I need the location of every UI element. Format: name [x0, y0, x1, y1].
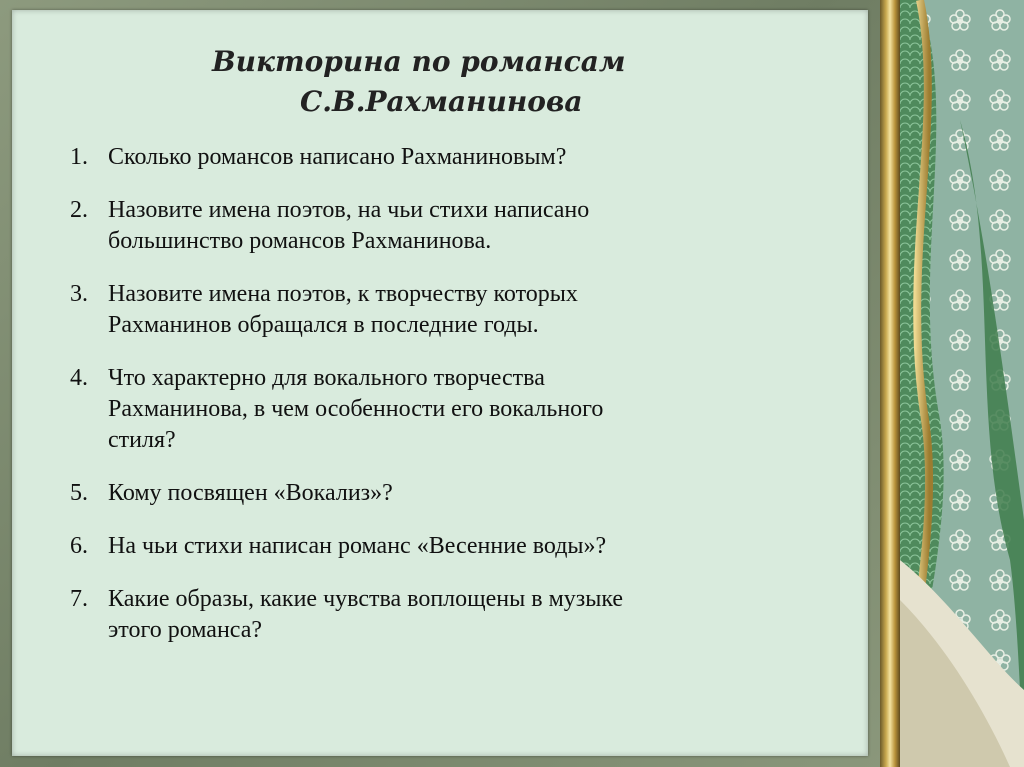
decorative-curtain — [900, 0, 1024, 767]
question-number: 3. — [70, 281, 88, 307]
question-text: Что характерно для вокального творчества Рахманинова, в чем особенности его вокального стиля? — [108, 365, 604, 453]
curtain-pattern-image — [900, 0, 1024, 767]
question-list — [70, 142, 790, 668]
question-text: Сколько романсов написано Рахманиновым? — [108, 144, 567, 170]
question-item — [70, 363, 790, 456]
question-number: 6. — [70, 533, 88, 559]
question-item — [70, 478, 790, 509]
question-number: 7. — [70, 586, 88, 612]
question-item — [70, 142, 790, 173]
question-number: 5. — [70, 480, 88, 506]
question-text: Кому посвящен «Вокализ»? — [108, 480, 393, 506]
title-line-2: С.В.Рахманинова — [300, 85, 583, 118]
question-number: 1. — [70, 144, 88, 170]
title-line-1: Викторина по романсам — [212, 45, 626, 78]
question-item — [70, 584, 790, 646]
question-text: Назовите имена поэтов, на чьи стихи написано большинство романсов Рахманинова. — [108, 197, 590, 254]
gold-divider — [880, 0, 900, 767]
question-item — [70, 531, 790, 562]
slide-title — [0, 42, 880, 122]
question-text: Какие образы, какие чувства воплощены в музыке этого романса? — [108, 586, 624, 643]
question-text: Назовите имена поэтов, к творчеству которых Рахманинов обращался в последние годы. — [108, 281, 578, 338]
question-number: 4. — [70, 365, 88, 391]
question-item — [70, 195, 790, 257]
question-number: 2. — [70, 197, 88, 223]
question-text: На чьи стихи написан романс «Весенние воды»? — [108, 533, 607, 559]
question-item — [70, 279, 790, 341]
